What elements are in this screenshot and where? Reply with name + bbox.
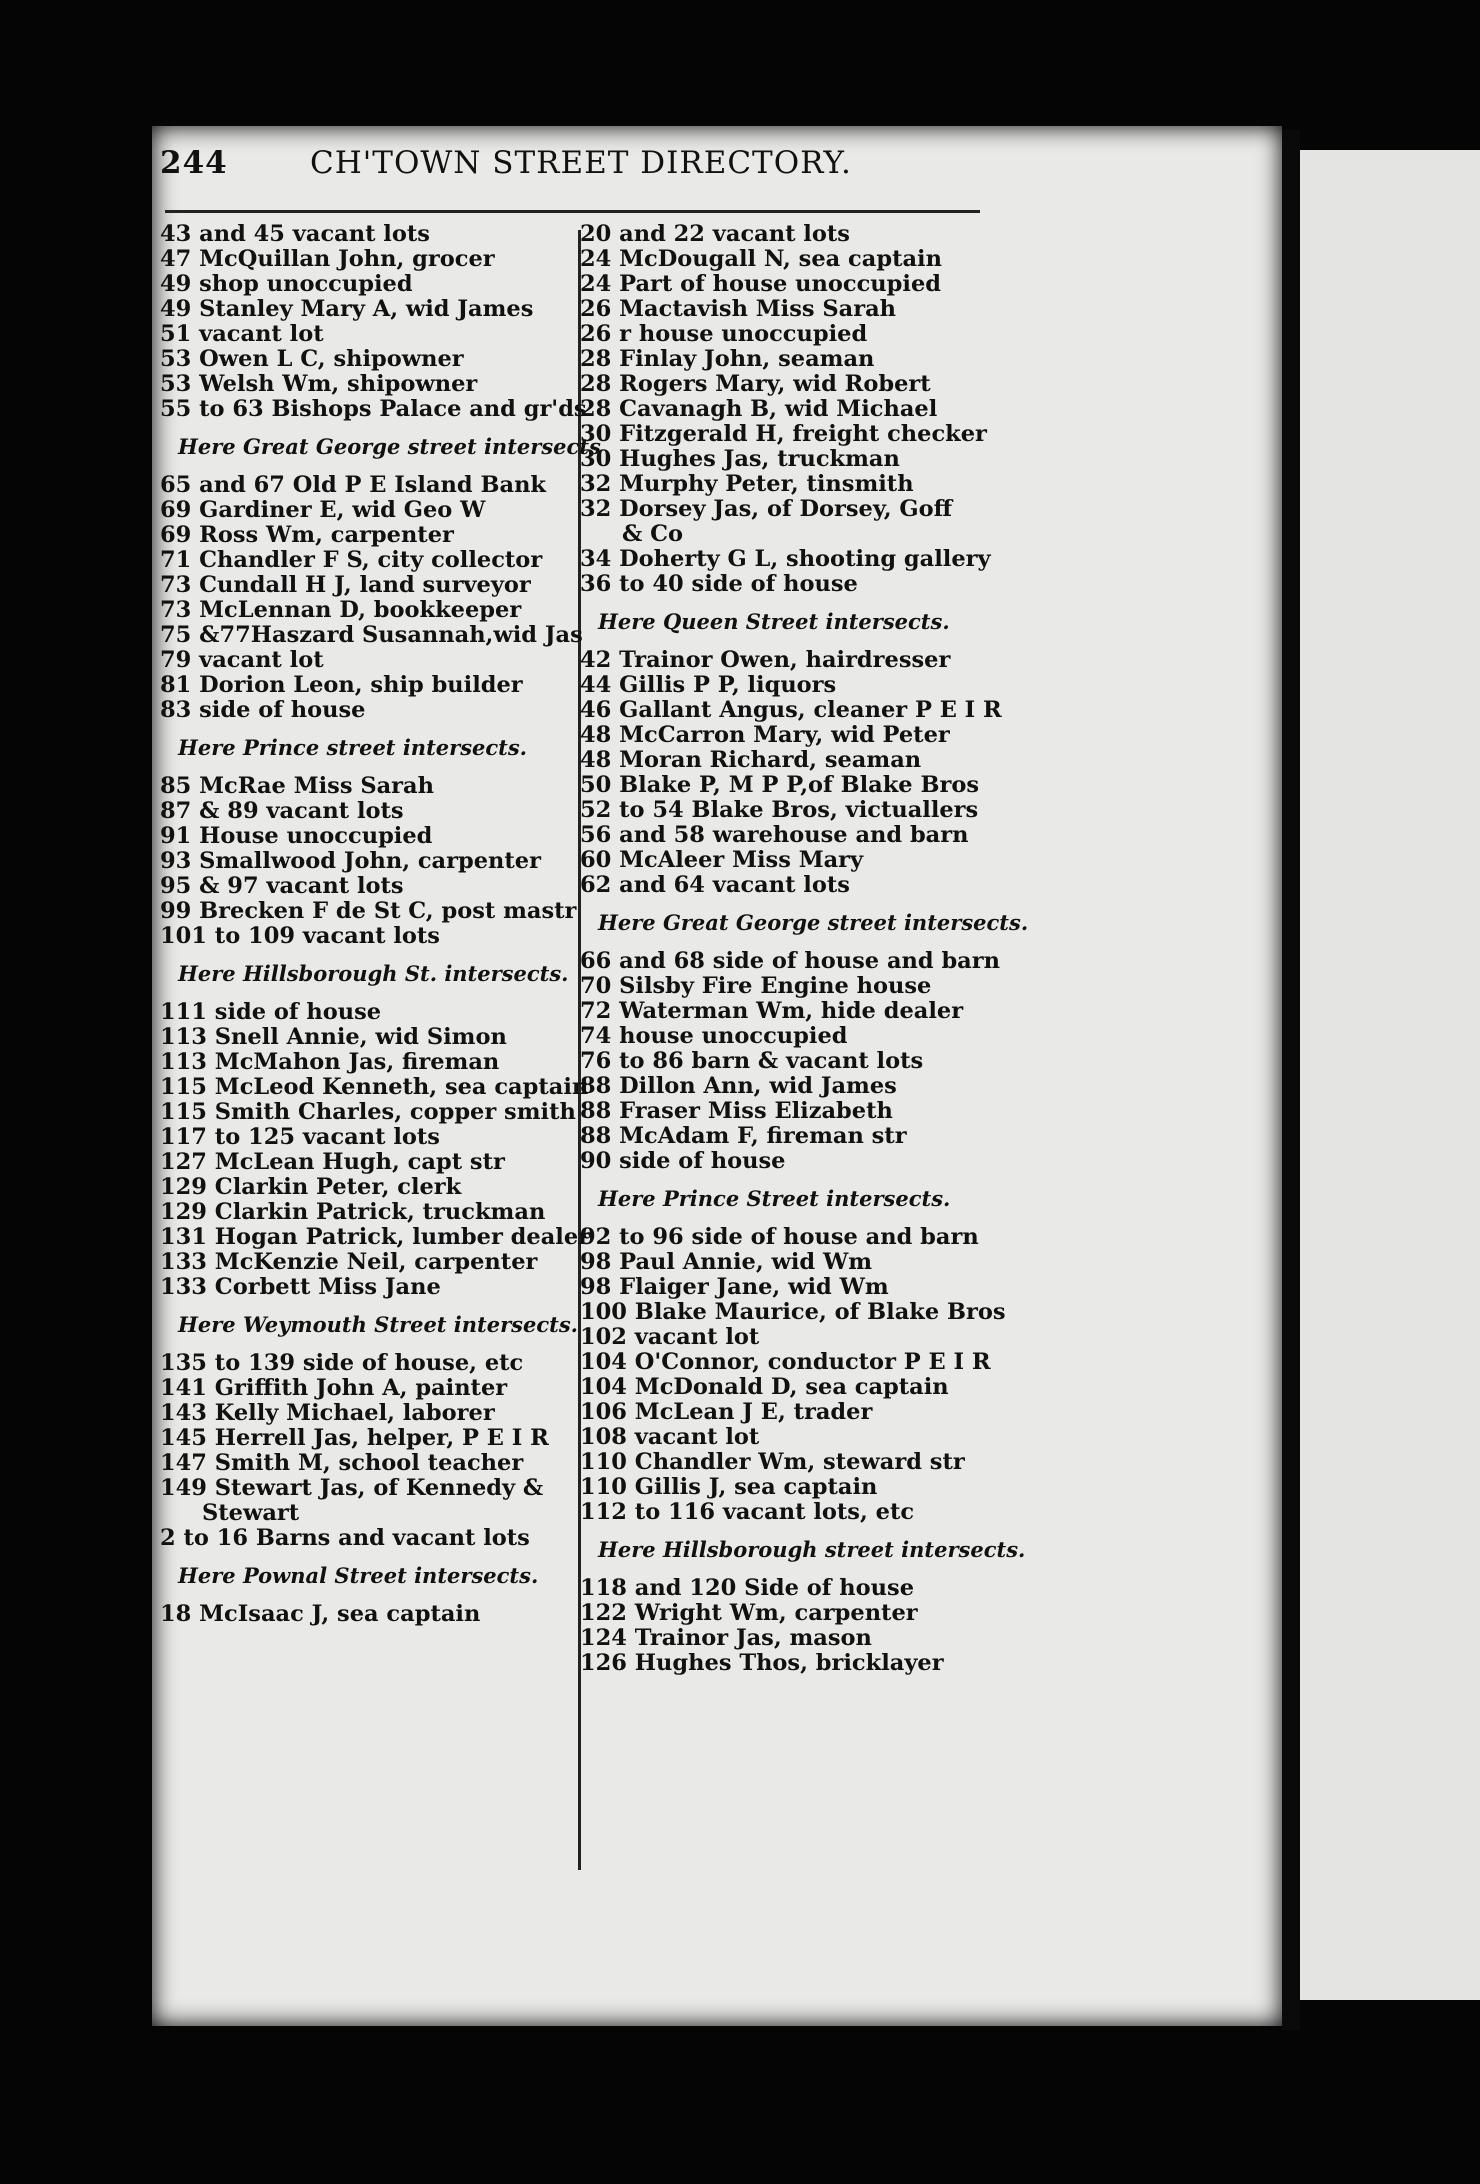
directory-entry: 47 McQuillan John, grocer	[160, 246, 495, 272]
directory-entry: 149 Stewart Jas, of Kennedy &	[160, 1475, 544, 1501]
directory-entry: 43 and 45 vacant lots	[160, 221, 430, 247]
directory-entry: 66 and 68 side of house and barn	[580, 948, 1000, 974]
directory-entry: 95 & 97 vacant lots	[160, 873, 404, 899]
intersection-heading: Here Prince Street intersects.	[598, 1186, 951, 1211]
entry-continuation: Stewart	[202, 1500, 300, 1526]
directory-entry: 30 Hughes Jas, truckman	[580, 446, 900, 472]
directory-entry: 34 Doherty G L, shooting gallery	[580, 546, 991, 572]
entry-continuation: & Co	[622, 521, 684, 547]
intersection-heading: Here Great George street intersects	[178, 434, 601, 459]
directory-entry: 141 Griffith John A, painter	[160, 1375, 508, 1401]
directory-entry: 98 Paul Annie, wid Wm	[580, 1249, 873, 1275]
directory-entry: 88 Dillon Ann, wid James	[580, 1073, 897, 1099]
intersection-heading: Here Hillsborough St. intersects.	[178, 961, 569, 986]
page-number: 244	[160, 145, 228, 181]
directory-entry: 32 Dorsey Jas, of Dorsey, Goff	[580, 496, 953, 522]
directory-entry: 48 McCarron Mary, wid Peter	[580, 722, 950, 748]
directory-entry: 81 Dorion Leon, ship builder	[160, 672, 523, 698]
directory-entry: 51 vacant lot	[160, 321, 324, 347]
directory-entry: 79 vacant lot	[160, 647, 324, 673]
directory-entry: 147 Smith M, school teacher	[160, 1450, 524, 1476]
directory-entry: 102 vacant lot	[580, 1324, 760, 1350]
directory-entry: 110 Gillis J, sea captain	[580, 1474, 878, 1500]
directory-entry: 112 to 116 vacant lots, etc	[580, 1499, 915, 1525]
intersection-heading: Here Hillsborough street intersects.	[598, 1537, 1026, 1562]
directory-entry: 65 and 67 Old P E Island Bank	[160, 472, 547, 498]
right-column	[580, 221, 1029, 1676]
directory-entry: 93 Smallwood John, carpenter	[160, 848, 541, 874]
directory-entry: 100 Blake Maurice, of Blake Bros	[580, 1299, 1006, 1325]
directory-entry: 36 to 40 side of house	[580, 571, 858, 597]
directory-entry: 111 side of house	[160, 999, 382, 1025]
directory-entry: 117 to 125 vacant lots	[160, 1124, 440, 1150]
directory-entry: 118 and 120 Side of house	[580, 1575, 915, 1601]
directory-entry: 42 Trainor Owen, hairdresser	[580, 647, 951, 673]
directory-entry: 69 Ross Wm, carpenter	[160, 522, 454, 548]
directory-entry: 88 Fraser Miss Elizabeth	[580, 1098, 893, 1124]
intersection-heading: Here Pownal Street intersects.	[178, 1563, 539, 1588]
directory-entry: 85 McRae Miss Sarah	[160, 773, 434, 799]
directory-entry: 106 McLean J E, trader	[580, 1399, 873, 1425]
directory-entry: 55 to 63 Bishops Palace and gr'ds	[160, 396, 587, 422]
directory-entry: 2 to 16 Barns and vacant lots	[160, 1525, 530, 1551]
directory-entry: 127 McLean Hugh, capt str	[160, 1149, 505, 1175]
directory-entry: 30 Fitzgerald H, freight checker	[580, 421, 987, 447]
directory-entry: 28 Finlay John, seaman	[580, 346, 875, 372]
directory-entry: 52 to 54 Blake Bros, victuallers	[580, 797, 979, 823]
directory-entry: 90 side of house	[580, 1148, 786, 1174]
directory-entry: 88 McAdam F, fireman str	[580, 1123, 907, 1149]
directory-entry: 126 Hughes Thos, bricklayer	[580, 1650, 944, 1676]
header-rule	[165, 210, 980, 213]
directory-entry: 32 Murphy Peter, tinsmith	[580, 471, 914, 497]
directory-entry: 108 vacant lot	[580, 1424, 760, 1450]
directory-entry: 28 Rogers Mary, wid Robert	[580, 371, 931, 397]
directory-entry: 115 McLeod Kenneth, sea captain	[160, 1074, 589, 1100]
directory-entry: 74 house unoccupied	[580, 1023, 848, 1049]
directory-entry: 49 Stanley Mary A, wid James	[160, 296, 534, 322]
directory-entry: 143 Kelly Michael, laborer	[160, 1400, 495, 1426]
directory-entry: 24 Part of house unoccupied	[580, 271, 941, 297]
intersection-heading: Here Weymouth Street intersects.	[178, 1312, 578, 1337]
page-title: CH'TOWN STREET DIRECTORY.	[310, 145, 852, 181]
intersection-heading: Here Great George street intersects.	[598, 910, 1029, 935]
facing-page-edge	[1300, 150, 1480, 2000]
directory-entry: 53 Owen L C, shipowner	[160, 346, 464, 372]
directory-entry: 71 Chandler F S, city collector	[160, 547, 543, 573]
directory-entry: 98 Flaiger Jane, wid Wm	[580, 1274, 889, 1300]
directory-entry: 104 McDonald D, sea captain	[580, 1374, 949, 1400]
directory-entry: 133 McKenzie Neil, carpenter	[160, 1249, 538, 1275]
directory-entry: 113 Snell Annie, wid Simon	[160, 1024, 507, 1050]
directory-entry: 75 &77Haszard Susannah,wid Jas	[160, 622, 583, 648]
directory-entry: 18 McIsaac J, sea captain	[160, 1601, 481, 1627]
directory-entry: 104 O'Connor, conductor P E I R	[580, 1349, 991, 1375]
page-header	[160, 145, 960, 185]
directory-entry: 28 Cavanagh B, wid Michael	[580, 396, 938, 422]
directory-entry: 26 r house unoccupied	[580, 321, 868, 347]
book-gutter	[1282, 130, 1300, 2030]
directory-entry: 129 Clarkin Peter, clerk	[160, 1174, 462, 1200]
directory-entry: 72 Waterman Wm, hide dealer	[580, 998, 964, 1024]
left-column	[160, 221, 601, 1627]
directory-entry: 44 Gillis P P, liquors	[580, 672, 837, 698]
directory-entry: 92 to 96 side of house and barn	[580, 1224, 979, 1250]
directory-entry: 115 Smith Charles, copper smith	[160, 1099, 576, 1125]
directory-entry: 110 Chandler Wm, steward str	[580, 1449, 965, 1475]
directory-entry: 133 Corbett Miss Jane	[160, 1274, 441, 1300]
directory-entry: 49 shop unoccupied	[160, 271, 413, 297]
directory-entry: 145 Herrell Jas, helper, P E I R	[160, 1425, 549, 1451]
directory-entry: 122 Wright Wm, carpenter	[580, 1600, 918, 1626]
directory-entry: 56 and 58 warehouse and barn	[580, 822, 969, 848]
directory-entry: 101 to 109 vacant lots	[160, 923, 440, 949]
directory-entry: 76 to 86 barn & vacant lots	[580, 1048, 924, 1074]
directory-entry: 50 Blake P, M P P,of Blake Bros	[580, 772, 980, 798]
directory-entry: 91 House unoccupied	[160, 823, 433, 849]
intersection-heading: Here Queen Street intersects.	[598, 609, 950, 634]
directory-entry: 87 & 89 vacant lots	[160, 798, 404, 824]
directory-entry: 48 Moran Richard, seaman	[580, 747, 922, 773]
directory-entry: 53 Welsh Wm, shipowner	[160, 371, 478, 397]
directory-entry: 20 and 22 vacant lots	[580, 221, 850, 247]
directory-entry: 70 Silsby Fire Engine house	[580, 973, 932, 999]
directory-entry: 73 Cundall H J, land surveyor	[160, 572, 531, 598]
directory-entry: 113 McMahon Jas, fireman	[160, 1049, 500, 1075]
directory-entry: 62 and 64 vacant lots	[580, 872, 850, 898]
directory-entry: 124 Trainor Jas, mason	[580, 1625, 872, 1651]
directory-entry: 131 Hogan Patrick, lumber dealer	[160, 1224, 591, 1250]
directory-entry: 99 Brecken F de St C, post mastr	[160, 898, 577, 924]
directory-entry: 46 Gallant Angus, cleaner P E I R	[580, 697, 1002, 723]
directory-entry: 135 to 139 side of house, etc	[160, 1350, 524, 1376]
directory-entry: 24 McDougall N, sea captain	[580, 246, 942, 272]
directory-entry: 129 Clarkin Patrick, truckman	[160, 1199, 546, 1225]
directory-entry: 83 side of house	[160, 697, 366, 723]
directory-entry: 69 Gardiner E, wid Geo W	[160, 497, 486, 523]
directory-entry: 26 Mactavish Miss Sarah	[580, 296, 897, 322]
directory-entry: 73 McLennan D, bookkeeper	[160, 597, 522, 623]
intersection-heading: Here Prince street intersects.	[178, 735, 527, 760]
directory-entry: 60 McAleer Miss Mary	[580, 847, 864, 873]
